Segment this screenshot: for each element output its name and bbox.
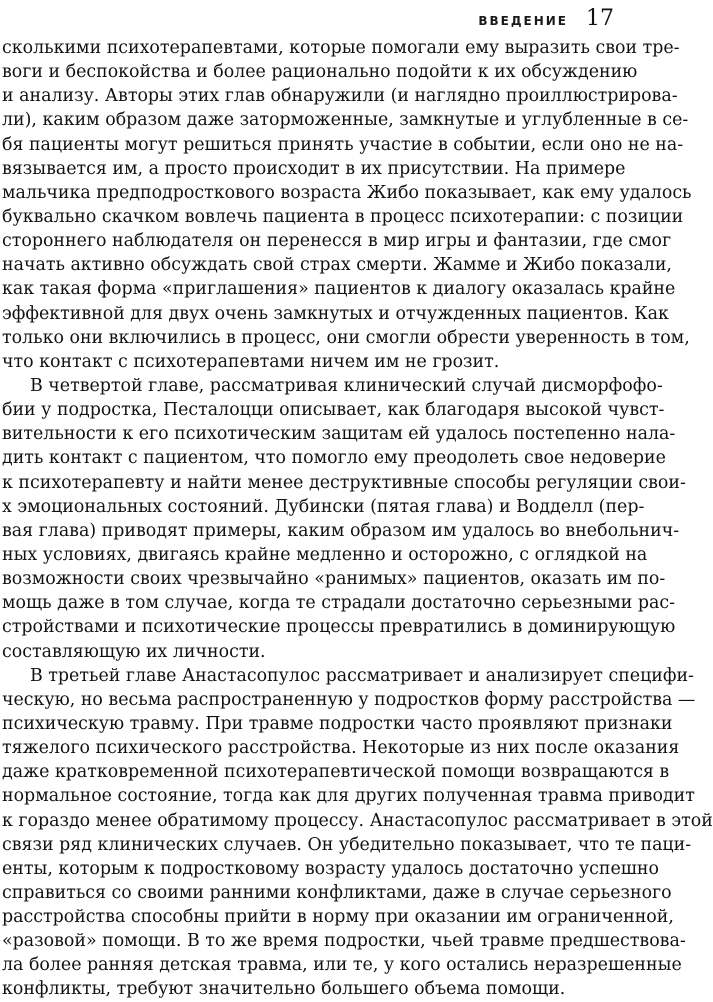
text-line: ли), каким образом даже заторможенные, замкнутые и углубленные в се- xyxy=(2,110,689,131)
paragraph xyxy=(2,36,692,374)
paragraph xyxy=(2,664,713,1002)
text-line: к гораздо менее обратимому процессу. Анастасопулос рассматривает в этой xyxy=(2,810,713,831)
text-line: эффективной для двух очень замкнутых и отчужденных пациентов. Как xyxy=(2,303,669,324)
text-line: расстройства способны прийти в норму при оказании им ограниченной, xyxy=(2,907,674,928)
paragraph xyxy=(2,374,686,664)
text-line: дить контакт с пациентом, что помогло ему преодолеть свое недоверие xyxy=(2,448,666,469)
text-line: психическую травму. При травме подростки часто проявляют признаки xyxy=(2,713,673,734)
text-line: мальчика предподросткового возраста Жибо показывает, как ему удалось xyxy=(2,182,692,203)
running-head xyxy=(478,6,614,31)
text-line: вительности к его психотическим защитам ей удалось постепенно нала- xyxy=(2,424,676,445)
text-line: составляющую их личности. xyxy=(2,641,266,662)
text-line: связи ряд клинических случаев. Он убедительно показывает, что те паци- xyxy=(2,834,692,855)
text-line: бии у подростка, Песталоцци описывает, как благодаря высокой чувст- xyxy=(2,400,665,421)
text-line: даже кратковременной психотерапевтической помощи возвращаются в xyxy=(2,762,670,783)
text-line: начать активно обсуждать свой страх смерти. Жамме и Жибо показали, xyxy=(2,255,672,276)
text-line: вая глава) приводят примеры, каким образом им удалось во внебольнич- xyxy=(2,520,680,541)
text-line: конфликты, требуют значительно большего объема помощи. xyxy=(2,979,566,1000)
text-line: что контакт с психотерапевтами ничем им не грозит. xyxy=(2,351,500,372)
text-line: справиться со своими ранними конфликтами, даже в случае серьезного xyxy=(2,882,672,903)
text-line: стройствами и психотические процессы превратились в доминирующую xyxy=(2,617,676,638)
body-text xyxy=(2,36,713,1002)
text-line: бя пациенты могут решиться принять участие в событии, если оно не на- xyxy=(2,134,684,155)
text-line: воги и беспокойства и более рационально подойти к их обсуждению xyxy=(2,62,638,83)
text-line: ла более ранняя детская травма, или те, у кого остались неразрешенные xyxy=(2,955,682,976)
text-line: как такая форма «приглашения» пациентов к диалогу оказалась крайне xyxy=(2,279,676,300)
text-line: енты, которым к подростковому возрасту удалось достаточно успешно xyxy=(2,858,659,879)
text-line: стороннего наблюдателя он перенесся в мир игры и фантазии, где смог xyxy=(2,231,672,252)
text-line: В третьей главе Анастасопулос рассматривает и анализирует специфи- xyxy=(30,665,694,686)
text-line: «разовой» помощи. В то же время подростки, чьей травме предшествова- xyxy=(2,931,686,952)
text-line: ных условиях, двигаясь крайне медленно и осторожно, с оглядкой на xyxy=(2,544,648,565)
text-line: В четвертой главе, рассматривая клинический случай дисморфофо- xyxy=(30,375,663,396)
text-line: нормальное состояние, тогда как для других полученная травма приводит xyxy=(2,786,695,807)
text-line: тяжелого психического расстройства. Некоторые из них после оказания xyxy=(2,738,680,759)
text-line: буквально скачком вовлечь пациента в процесс психотерапии: с позиции xyxy=(2,206,684,227)
page-number: 17 xyxy=(586,6,614,31)
text-line: вязывается им, а просто происходит в их присутствии. На примере xyxy=(2,158,626,179)
text-line: и анализу. Авторы этих глав обнаружили (и наглядно проиллюстрирова- xyxy=(2,86,678,107)
text-line: только они включились в процесс, они смогли обрести уверенность в том, xyxy=(2,327,690,348)
text-line: сколькими психотерапевтами, которые помогали ему выразить свои тре- xyxy=(2,38,680,58)
text-line: х эмоциональных состояний. Дубински (пятая глава) и Водделл (пер- xyxy=(2,496,645,517)
text-line: мощь даже в том случае, когда те страдали достаточно серьезными рас- xyxy=(2,593,676,614)
section-title: ВВЕДЕНИЕ xyxy=(478,14,568,28)
text-line: возможности своих чрезвычайно «ранимых» пациентов, оказать им по- xyxy=(2,569,666,590)
text-line: к психотерапевту и найти менее деструктивные способы регуляции свои- xyxy=(2,472,686,493)
text-line: ческую, но весьма распространенную у подростков форму расстройства — xyxy=(2,689,696,710)
